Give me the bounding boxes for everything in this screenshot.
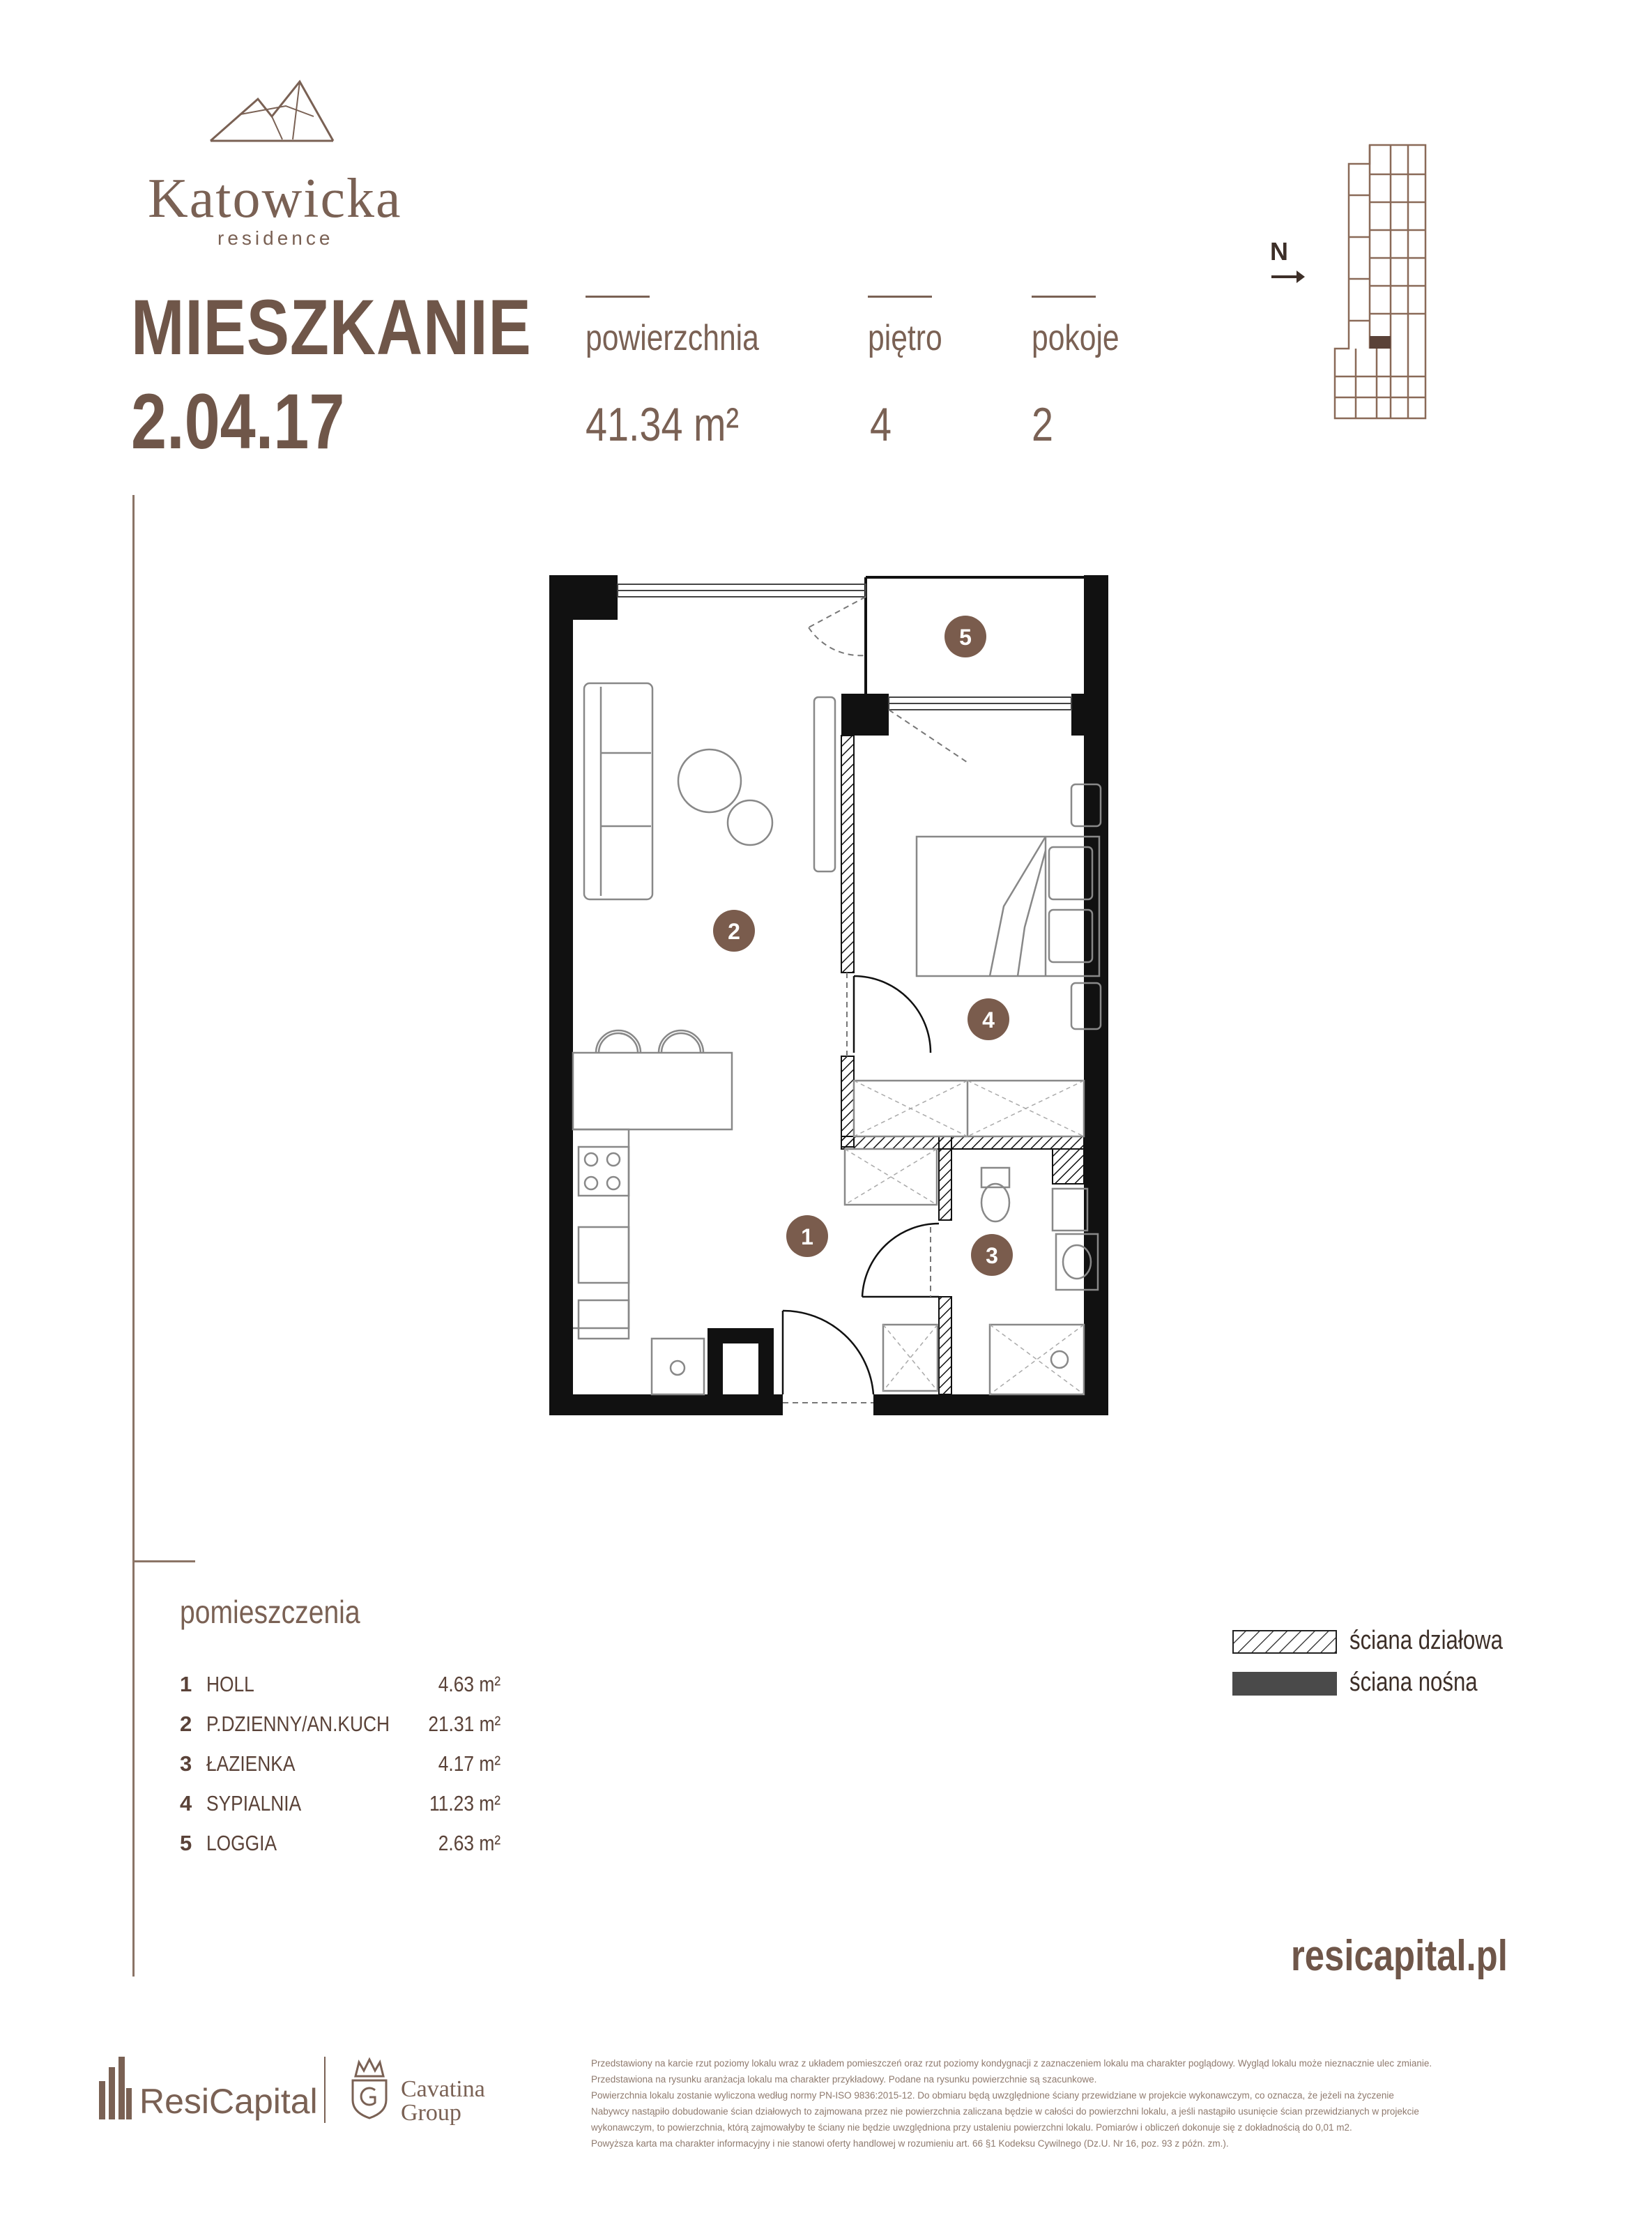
stat-floor-value: 4 [870,398,892,451]
rooms-heading: pomieszczenia [180,1594,360,1630]
disclaimer-line: wykonawczym, to powierzchnia, którą zajmowałyby te ściany nie będzie uwzględniona przy ustaleniu powierzchni lokalu. Pomiarów i obliczeń dokonuje się z dokładnością do 0,01 m2. [591,2122,1352,2133]
room-marker-label: 2 [728,919,740,944]
compass-label: N [1270,237,1288,266]
disclaimer-line: Nabywcy nastąpiło dobudowanie ścian działowych to zajmowana przez nie powierzchnia zaliczana będzie w całości do powierzchni lokalu, a jeśli nastąpiło usunięcie ścian przewidzianych w projekcie [591,2106,1419,2117]
room-area: 2.63 m² [438,1831,500,1855]
room-number: 5 [180,1831,192,1855]
stat-area-value: 41.34 m² [586,398,740,451]
room-row [180,1791,500,1825]
cavatina-line1: Cavatina [401,2076,485,2102]
cavatina-name [401,2078,485,2125]
stat-divider [1032,296,1096,298]
stat-rooms-label: pokoje [1032,318,1119,358]
resicapital-name: ResiCapital [139,2082,318,2121]
frame-horizontal-line [132,1560,195,1562]
disclaimer-line: Przedstawiona na rysunku aranżacja lokalu ma charakter przykładowy. Podane na rysunku powierzchnie są szacunkowe. [591,2074,1097,2085]
brand-name: Katowicka [148,168,402,229]
apartment-number: 2.04.17 [131,378,345,465]
room-marker-label: 4 [982,1007,995,1033]
stat-floor-label: piętro [868,318,942,358]
floor-plan [544,565,1143,1422]
room-name: ŁAZIENKA [206,1751,296,1776]
room-row [180,1751,500,1785]
stat-area-label: powierzchnia [586,318,759,358]
brand-subtitle: residence [217,227,334,249]
disclaimer-line: Powierzchnia lokalu zostanie wyliczona według normy PN-ISO 9836:2015-12. Do obmiaru będą uwzględnione ściany przewidziane w projekcie wykonawczym, co oznacza, że jeżeli na życzenie [591,2090,1394,2101]
room-row [180,1831,500,1864]
room-area: 11.23 m² [429,1791,500,1815]
room-name: LOGGIA [206,1831,277,1855]
disclaimer [591,2055,1490,2152]
room-area: 21.31 m² [428,1712,500,1736]
frame-vertical-line [132,495,135,1977]
room-name: SYPIALNIA [206,1791,302,1815]
page-title: MIESZKANIE [131,284,532,371]
building-keyplan [1328,139,1432,425]
resicapital-logo-icon [98,2057,132,2119]
room-row [180,1712,500,1745]
room-row [180,1672,500,1705]
footer-divider [324,2057,326,2123]
room-number: 3 [180,1751,192,1776]
cavatina-crest-icon [349,2057,390,2119]
stat-rooms-value: 2 [1032,398,1054,451]
room-area: 4.17 m² [438,1751,500,1776]
legend-label: ściana działowa [1349,1626,1503,1655]
room-number: 1 [180,1672,192,1696]
legend-label: ściana nośna [1349,1668,1478,1697]
disclaimer-line: Powyższa karta ma charakter informacyjny i nie stanowi oferty handlowej w rozumieniu art. 66 §1 Kodeksu Cywilnego (Dz.U. Nr 16, poz. 93 z późn. zm.). [591,2138,1229,2149]
room-number: 4 [180,1791,192,1815]
cavatina-line2: Group [401,2100,461,2126]
room-name: HOLL [206,1672,254,1696]
room-marker-label: 3 [986,1243,998,1268]
room-area: 4.63 m² [438,1672,500,1696]
north-arrow-icon [1270,266,1305,287]
hatched-wall-swatch-icon [1232,1630,1337,1654]
room-name: P.DZIENNY/AN.KUCH [206,1712,390,1736]
room-marker-label: 5 [959,625,972,650]
solid-wall-swatch-icon [1232,1672,1337,1696]
disclaimer-line: Przedstawiony na karcie rzut poziomy lokalu wraz z układem pomieszczeń oraz rzut poziomy kondygnacji z zaznaczeniem lokalu ma charakter poglądowy. Wygląd lokalu może nieznacznie ulec zmianie. [591,2058,1432,2069]
website-link[interactable]: resicapital.pl [1291,1932,1508,1980]
stat-divider [868,296,932,298]
katowicka-logo-icon [209,78,335,142]
room-number: 2 [180,1712,192,1736]
room-marker-label: 1 [801,1224,813,1249]
stat-divider [586,296,650,298]
